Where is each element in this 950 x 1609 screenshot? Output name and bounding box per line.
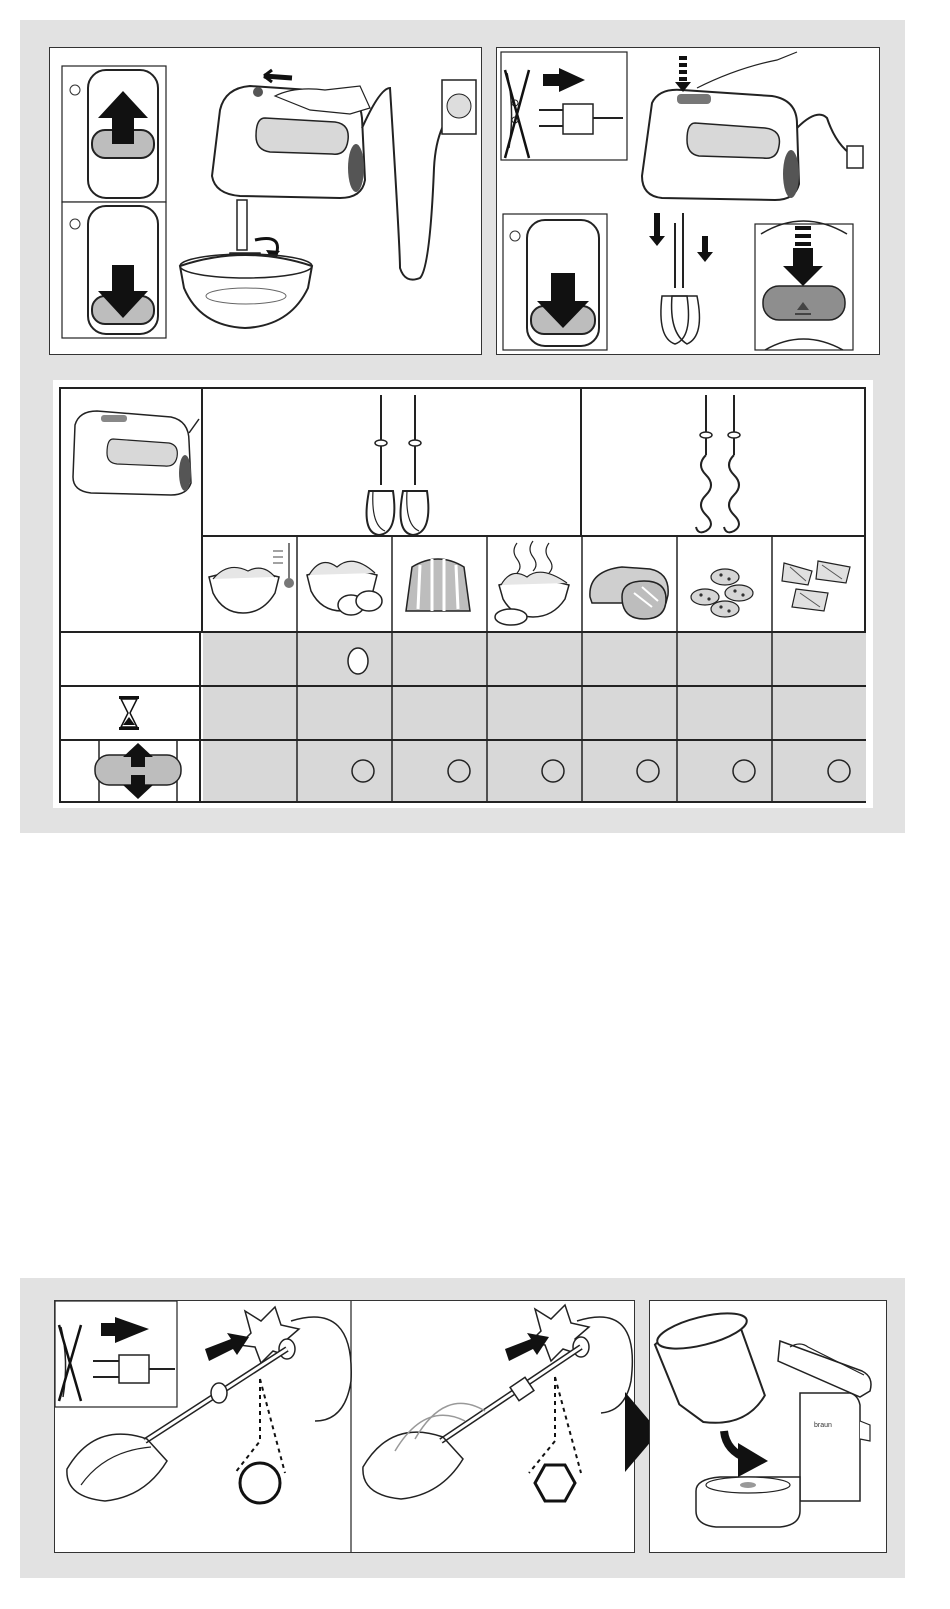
pasta-icon — [782, 561, 850, 611]
hourglass-icon — [117, 695, 141, 731]
table-header-whisks — [201, 387, 582, 537]
bread-icon — [590, 567, 668, 619]
table-header-dough-hooks — [580, 387, 866, 537]
bundt-cake-icon — [406, 559, 470, 611]
speed-switch-down-icon — [88, 206, 158, 334]
circle-shaft-icon — [240, 1463, 280, 1503]
whisk-attachment-icon — [363, 1305, 632, 1501]
speed-marker-circles — [352, 760, 850, 782]
egg-mix-bowl-icon — [307, 561, 382, 615]
cream-bowl-icon — [209, 543, 294, 613]
hand-mixer-eject-icon — [642, 52, 863, 200]
speed-switch-down-icon — [527, 220, 599, 346]
stand-bowl-panel — [649, 1300, 887, 1553]
brand-logo: braun — [814, 1422, 832, 1429]
table-row-eggs — [59, 631, 866, 687]
whisk-attachment-icon — [203, 389, 580, 535]
eject-panel — [496, 47, 880, 355]
egg-marker-icon — [348, 648, 368, 674]
curved-arrow-icon — [724, 1431, 768, 1477]
food-icons-row — [201, 537, 866, 631]
attachment-panel — [54, 1300, 635, 1553]
speed-switch-up-icon — [88, 70, 158, 198]
table-row-speed — [59, 741, 866, 803]
dough-hook-icon — [580, 389, 864, 535]
cookies-icon — [691, 569, 753, 617]
whisk-attachment-icon — [649, 213, 713, 344]
table-header-mixer-cell — [59, 387, 201, 637]
table-row-time — [59, 687, 866, 741]
hand-mixer-icon — [61, 389, 201, 499]
operation-panel — [49, 47, 482, 355]
mashed-potato-icon — [495, 541, 569, 625]
row-label-cell — [61, 687, 201, 739]
up-down-arrows-icon — [91, 741, 185, 801]
row-label-cell — [61, 741, 201, 801]
speed-table — [53, 380, 873, 808]
hand-mixer-icon — [180, 70, 476, 328]
row-label-cell — [61, 633, 201, 685]
bowl-icon — [653, 1306, 768, 1428]
hexagon-shaft-icon — [535, 1465, 575, 1501]
